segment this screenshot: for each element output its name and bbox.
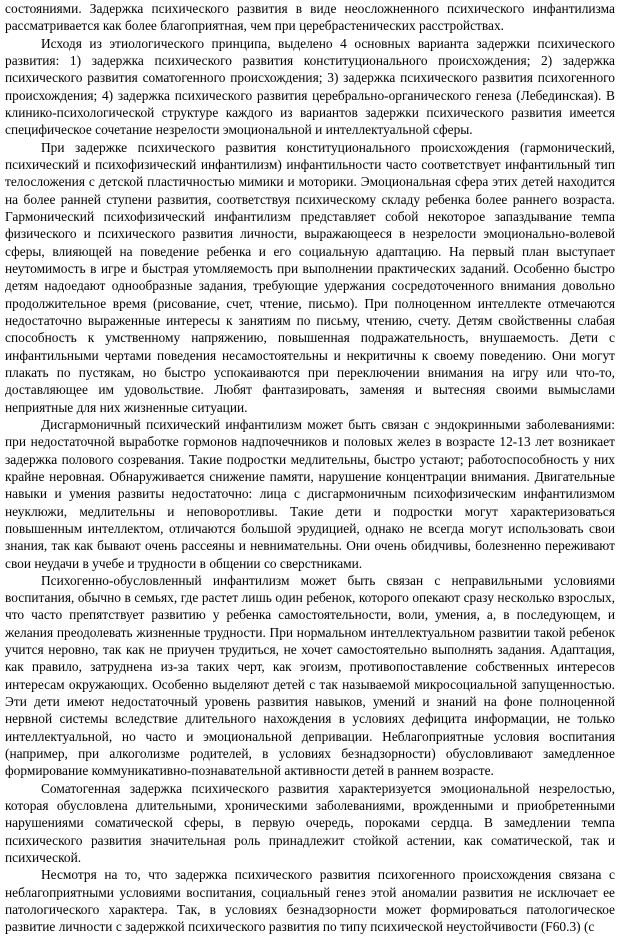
paragraph-continuation: состояниями. Задержка психического развития в виде неосложненного психического инфантилизма рассматривается как более благоприятная, чем при церебрастенических расстройствах. — [5, 1, 615, 34]
document-page — [5, 0, 615, 935]
paragraph-psychogenic-infantilism: Психогенно-обусловленный инфантилизм может быть связан с неправильными условиями воспитания, обычно в семьях, где растет лишь один ребенок, которого опекают сразу несколько взрослых, что часто препятствует развитию у ребенка самостоятельности, воли, умения, а, в последующем, и желания преодолевать жизненные трудности. При нормальном интеллектуальном развитии такой ребенок учится неровно, так как не приучен трудиться, не хочет самостоятельно выполнять задания. Адаптация, как правило, затруднена из-за таких черт, как эгоизм, противопоставление собственных интересов интересам окружающих. Особенно выделяют детей с так называемой микросоциальной запущенностью. Эти дети имеют недостаточный уровень развития навыков, умений и знаний на фоне полноценной нервной системы вследствие длительного нахождения в условиях дефицита информации, не только интеллектуальной, но часто и эмоциональной депривации. Неблагоприятные условия воспитания (например, при алкоголизме родителей, в условиях безнадзорности) обусловливают замедленное формирование коммуникативно-познавательной активности детей в раннем возрасте. — [5, 572, 615, 779]
paragraph-psychogenic-origin: Несмотря на то, что задержка психического развития психогенного происхождения связана с неблагоприятными условиями воспитания, социальный генез этой аномалии развития не исключает ее патологического характера. Так, в условиях безнадзорности может формироваться патологическое развитие личности с задержкой психического развития по типу психической неустойчивости (F60.3) (с — [5, 867, 615, 935]
paragraph-disharmonic-infantilism: Дисгармоничный психический инфантилизм может быть связан с эндокринными заболеваниями: при недостаточной выработке гормонов надпочечников и половых желез в возрасте 12-13 лет возникает задержка полового созревания. Такие подростки медлительны, быстро устают; работоспособность у них крайне неровная. Обнаруживается снижение памяти, нарушение концентрации внимания. Двигательные навыки и умения развиты недостаточно: лица с дисгармоничным психофизическим инфантилизмом неуклюжи, медлительны и неповоротливы. Такие дети и подростки могут характеризоваться повышенным интеллектом, отличаются большой эрудицией, однако не всегда могут использовать свои знания, так как бывают очень рассеяны и невнимательны. Они очень обидчивы, болезненно переживают свои неудачи в учебе и трудности в общении со сверстниками. — [5, 416, 615, 571]
paragraph-somatogenic-delay: Соматогенная задержка психического развития характеризуется эмоциональной незрелостью, которая обусловлена длительными, хроническими заболеваниями, врожденными и приобретенными нарушениями соматической сферы, в первую очередь, пороками сердца. В замедлении темпа психического развития значительная роль принадлежит стойкой астении, как соматической, так и психической. — [5, 780, 615, 866]
paragraph-etiology-variants: Исходя из этиологического принципа, выделено 4 основных варианта задержки психического развития: 1) задержка психического развития конституционального происхождения; 2) задержка психического развития соматогенного происхождения; 3) задержка психического развития психогенного происхождения; 4) задержка психического развития церебрально-органического генеза (Лебединская). В клинико-психологической структуре каждого из вариантов задержки психического развития имеется специфическое сочетание незрелости эмоциональной и интеллектуальной сферы. — [5, 35, 615, 138]
paragraph-constitutional-origin: При задержке психического развития конституционального происхождения (гармонический, психический и психофизический инфантилизм) инфантильности часто соответствует инфантильный тип телосложения с детской пластичностью мимики и моторики. Эмоциональная сфера этих детей находится на более ранней ступени развития, соответствуя психическому складу ребенка более раннего возраста. Гармонический психофизический инфантилизм представляет собой некоторое запаздывание темпа физического и психического развития личности, выражающееся в незрелости эмоционально-волевой сферы, влияющей на поведение ребенка и его социальную адаптацию. На первый план выступает неутомимость в игре и быстрая утомляемость при выполнении практических заданий. Особенно быстро детям надоедают однообразные задания, требующие удержания сосредоточенного внимания довольно продолжительное время (рисование, счет, чтение, письмо). При полноценном интеллекте отмечаются недостаточно выраженные интересы к занятиям по письму, чтению, счету. Детям свойственны слабая способность к умственному напряжению, повышенная подражательность, внушаемость. Дети с инфантильными чертами поведения несамостоятельны и некритичны к своему поведению. Они могут плакать по пустякам, но быстро успокаиваются при переключении внимания на игру или что-то, доставляющее им удовольствие. Любят фантазировать, заменяя и вытесняя своими вымыслами неприятные для них жизненные ситуации. — [5, 139, 615, 415]
